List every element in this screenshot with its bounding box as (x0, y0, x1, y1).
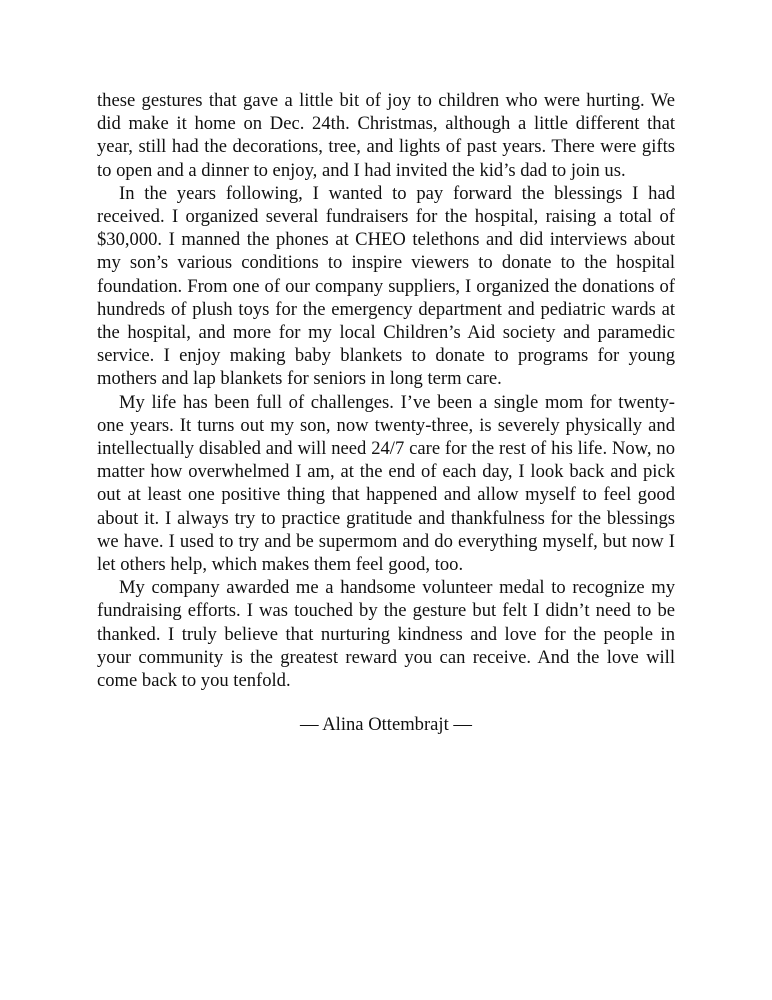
author-signature: — Alina Ottembrajt — (300, 714, 472, 736)
story-text (97, 89, 675, 736)
paragraph-continuation: these gestures that gave a little bit of joy to children who were hurting. We did make it home on Dec. 24th. Christmas, although a little different that year, still had the decorations, tree, and lights of past years. There were gifts to open and a dinner to enjoy, and I had invited the kid’s dad to join us. (97, 90, 675, 181)
paragraph-challenges: My life has been full of challenges. I’ve been a single mom for twenty-one years. It turns out my son, now twenty-three, is severely physically and intellectually disabled and will need 24/7 care for the rest of his life. Now, no matter how overwhelmed I am, at the end of each day, I look back and pick out at least one positive thing that happened and allow myself to feel good about it. I always try to practice gratitude and thankfulness for the blessings we have. I used to try and be supermom and do everything myself, but now I let others help, which makes them feel good, too. (97, 391, 675, 576)
paragraph-pay-forward: In the years following, I wanted to pay forward the blessings I had received. I organized several fundraisers for the hospital, raising a total of $30,000. I manned the phones at CHEO telethons and did interviews about my son’s various conditions to inspire viewers to donate to the hospital foundation. From one of our company suppliers, I organized the donations of hundreds of plush toys for the emergency department and pediatric wards at the hospital, and more for my local Children’s Aid society and paramedic service. I enjoy making baby blankets to donate to programs for young mothers and lap blankets for seniors in long term care. (97, 182, 675, 390)
paragraph-volunteer-medal: My company awarded me a handsome volunteer medal to recognize my fundraising efforts. I was touched by the gesture but felt I didn’t need to be thanked. I truly believe that nurturing kindness and love for the people in your community is the greatest reward you can receive. And the love will come back to you tenfold. (97, 577, 675, 692)
